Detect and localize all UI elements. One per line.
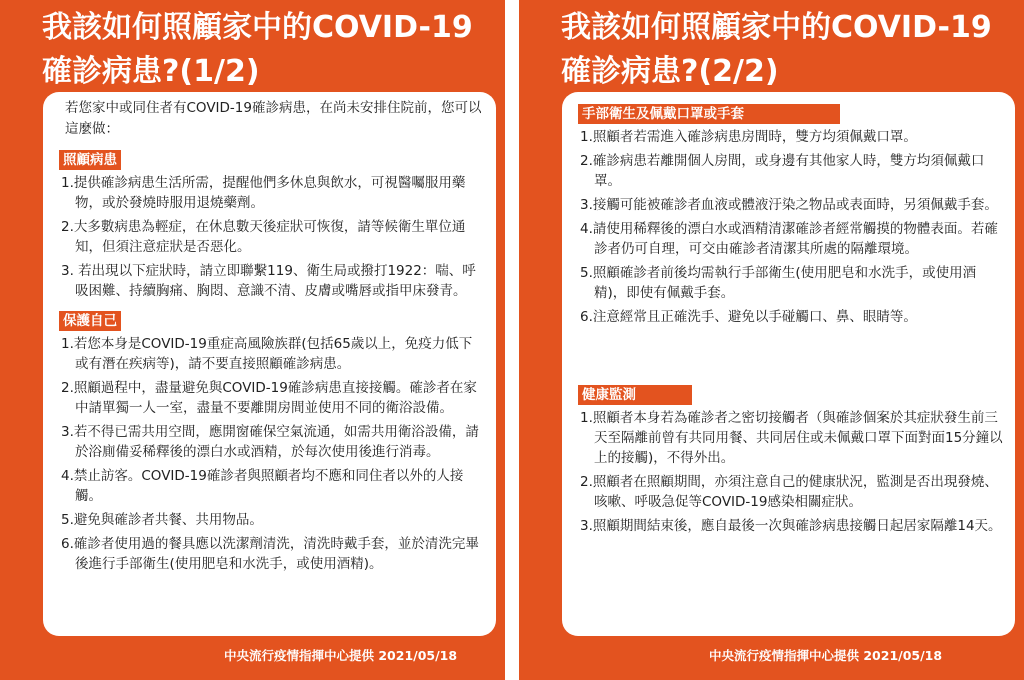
protect-list (59, 334, 484, 574)
section-heading-monitoring: 健康監測 (578, 385, 692, 405)
list-item: 3.若不得已需共用空間，應開窗確保空氣流通，如需共用衛浴設備，請於浴廁備妥稀釋後的漂白水或酒精，於每次使用後進行消毒。 (61, 424, 479, 460)
list-item: 3. 若出現以下症狀時，請立即聯繫119、衛生局或撥打1922：喘、呼吸困難、持續胸痛、胸悶、意識不清、皮膚或嘴唇或指甲床發青。 (61, 263, 476, 299)
left-title-line2: 確診病患?(1/2) (42, 54, 260, 89)
care-list (59, 173, 484, 301)
left-card (43, 92, 496, 636)
left-title (42, 6, 473, 94)
right-panel (519, 0, 1024, 680)
list-item: 4.請使用稀釋後的漂白水或酒精清潔確診者經常觸摸的物體表面。若確診者仍可自理，可交由確診者清潔其所處的隔離環境。 (580, 221, 998, 257)
hygiene-list (578, 127, 1003, 327)
list-item: 2.照顧者在照顧期間，亦須注意自己的健康狀況，監測是否出現發燒、咳嗽、呼吸急促等COVID-19感染相關症狀。 (580, 474, 998, 510)
section-heading-protect: 保護自己 (59, 311, 121, 331)
right-title (561, 6, 992, 94)
list-item: 1.照顧者本身若為確診者之密切接觸者（與確診個案於其症狀發生前三天至隔離前曾有共同用餐、共同居住或未佩戴口罩下面對面15分鐘以上的接觸)，不得外出。 (580, 410, 1003, 466)
right-card (562, 92, 1015, 636)
list-item: 4.禁止訪客。COVID-19確診者與照顧者均不應和同住者以外的人接觸。 (61, 468, 464, 504)
left-title-line1: 我該如何照顧家中的COVID-19 (42, 10, 473, 45)
right-footer: 中央流行疫情指揮中心提供 2021/05/18 (709, 648, 943, 663)
section-heading-care: 照顧病患 (59, 150, 121, 170)
list-item: 1.照顧者若需進入確診病患房間時，雙方均須佩戴口罩。 (580, 129, 917, 145)
section-heading-hygiene: 手部衛生及佩戴口罩或手套 (578, 104, 840, 124)
left-panel (0, 0, 505, 680)
right-title-line2: 確診病患?(2/2) (561, 54, 779, 89)
left-footer: 中央流行疫情指揮中心提供 2021/05/18 (224, 648, 458, 663)
list-item: 2.確診病患若離開個人房間，或身邊有其他家人時，雙方均須佩戴口罩。 (580, 153, 985, 189)
list-item: 3.照顧期間結束後，應自最後一次與確診病患接觸日起居家隔離14天。 (580, 518, 1002, 534)
list-item: 1.若您本身是COVID-19重症高風險族群(包括65歲以上，免疫力低下或有潛在疾病等)，請不要直接照顧確診病患。 (61, 336, 473, 372)
intro-text: 若您家中或同住者有COVID-19確診病患，在尚未安排住院前，您可以這麼做： (65, 100, 482, 137)
list-item: 2.大多數病患為輕症，在休息數天後症狀可恢復，請等候衛生單位通知，但須注意症狀是否惡化。 (61, 219, 466, 255)
monitoring-list (578, 408, 1003, 536)
list-item: 5.照顧確診者前後均需執行手部衛生(使用肥皂和水洗手，或使用酒精)，即使有佩戴手套。 (580, 265, 977, 301)
right-title-line1: 我該如何照顧家中的COVID-19 (561, 10, 992, 45)
list-item: 2.照顧過程中，盡量避免與COVID-19確診病患直接接觸。確診者在家中請單獨一人一室，盡量不要離開房間並使用不同的衛浴設備。 (61, 380, 477, 416)
list-item: 3.接觸可能被確診者血液或體液汙染之物品或表面時，另須佩戴手套。 (580, 197, 998, 213)
list-item: 6.注意經常且正確洗手、避免以手碰觸口、鼻、眼睛等。 (580, 309, 917, 325)
list-item: 5.避免與確診者共餐、共用物品。 (61, 512, 263, 528)
list-item: 1.提供確診病患生活所需，提醒他們多休息與飲水，可視醫囑服用藥物，或於發燒時服用退燒藥劑。 (61, 175, 466, 211)
section-spacer (578, 331, 1003, 379)
list-item: 6.確診者使用過的餐具應以洗潔劑清洗，清洗時戴手套，並於清洗完畢後進行手部衛生(使用肥皂和水洗手，或使用酒精)。 (61, 536, 479, 572)
